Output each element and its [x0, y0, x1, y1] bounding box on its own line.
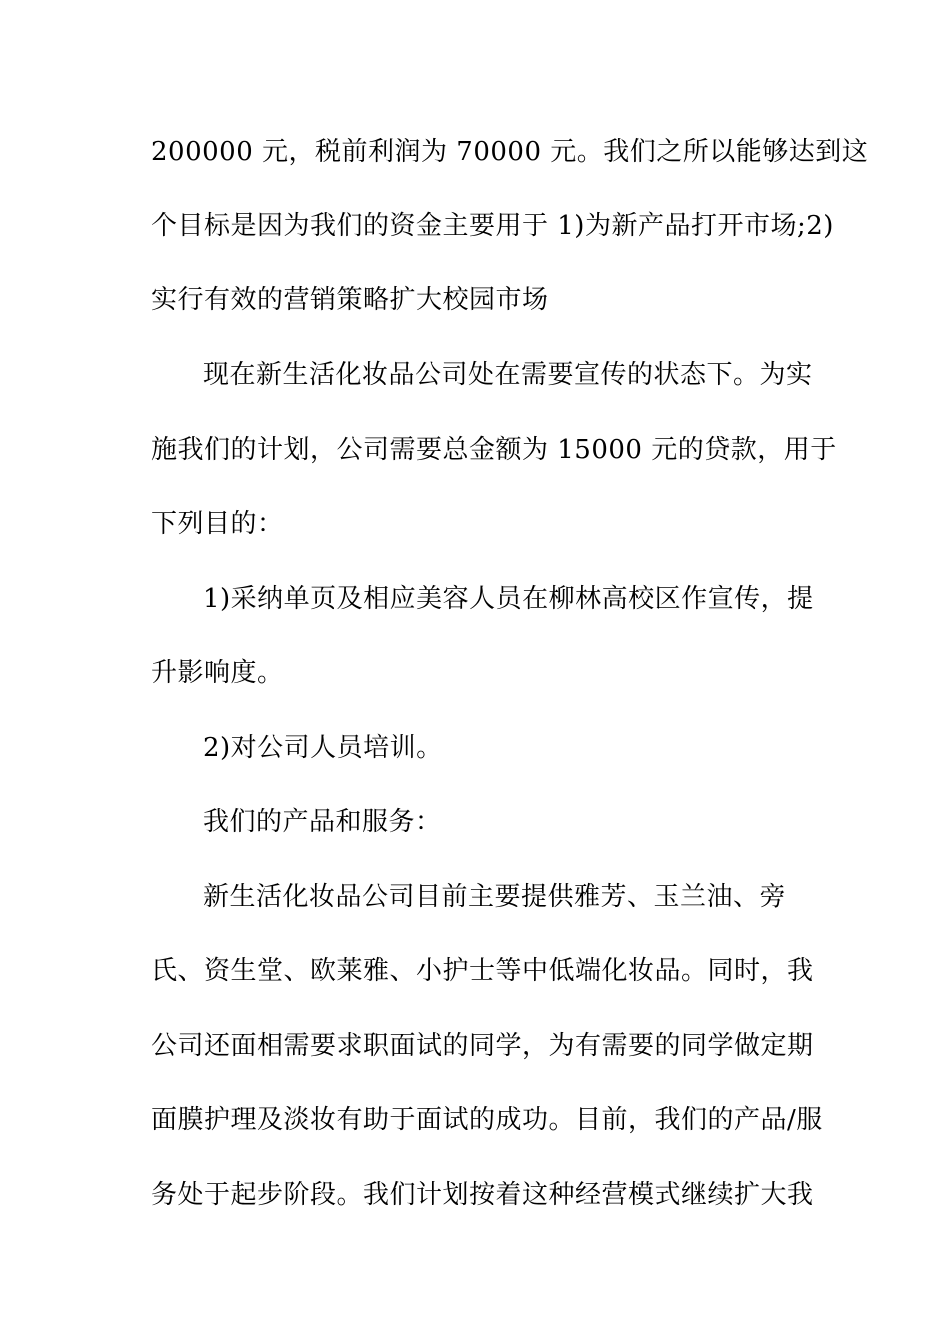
section-heading: 我们的产品和服务： — [203, 807, 442, 837]
text-line: 面膜护理及淡妆有助于面试的成功。目前，我们的产品/服 — [151, 1105, 823, 1135]
text-line: 务处于起步阶段。我们计划按着这种经营模式继续扩大我 — [151, 1180, 814, 1210]
text-line: 升影响度。 — [151, 658, 284, 688]
text-line: 施我们的计划，公司需要总金额为 15000 元的贷款，用于 — [151, 435, 837, 465]
text-line: 氏、资生堂、欧莱雅、小护士等中低端化妆品。同时，我 — [151, 956, 814, 986]
text-line: 个目标是因为我们的资金主要用于 1)为新产品打开市场;2) — [151, 211, 834, 241]
text-line: 实行有效的营销策略扩大校园市场 — [151, 285, 549, 315]
paragraph-first-line: 新生活化妆品公司目前主要提供雅芳、玉兰油、旁 — [203, 882, 787, 912]
list-item-2: 2)对公司人员培训。 — [203, 733, 443, 763]
paragraph-first-line: 现在新生活化妆品公司处在需要宣传的状态下。为实 — [203, 360, 813, 390]
list-item-1: 1)采纳单页及相应美容人员在柳林高校区作宣传，提 — [203, 584, 814, 614]
text-line: 下列目的： — [151, 509, 284, 539]
text-line: 200000 元，税前利润为 70000 元。我们之所以能够达到这 — [151, 137, 869, 167]
text-line: 公司还面相需要求职面试的同学，为有需要的同学做定期 — [151, 1031, 814, 1061]
